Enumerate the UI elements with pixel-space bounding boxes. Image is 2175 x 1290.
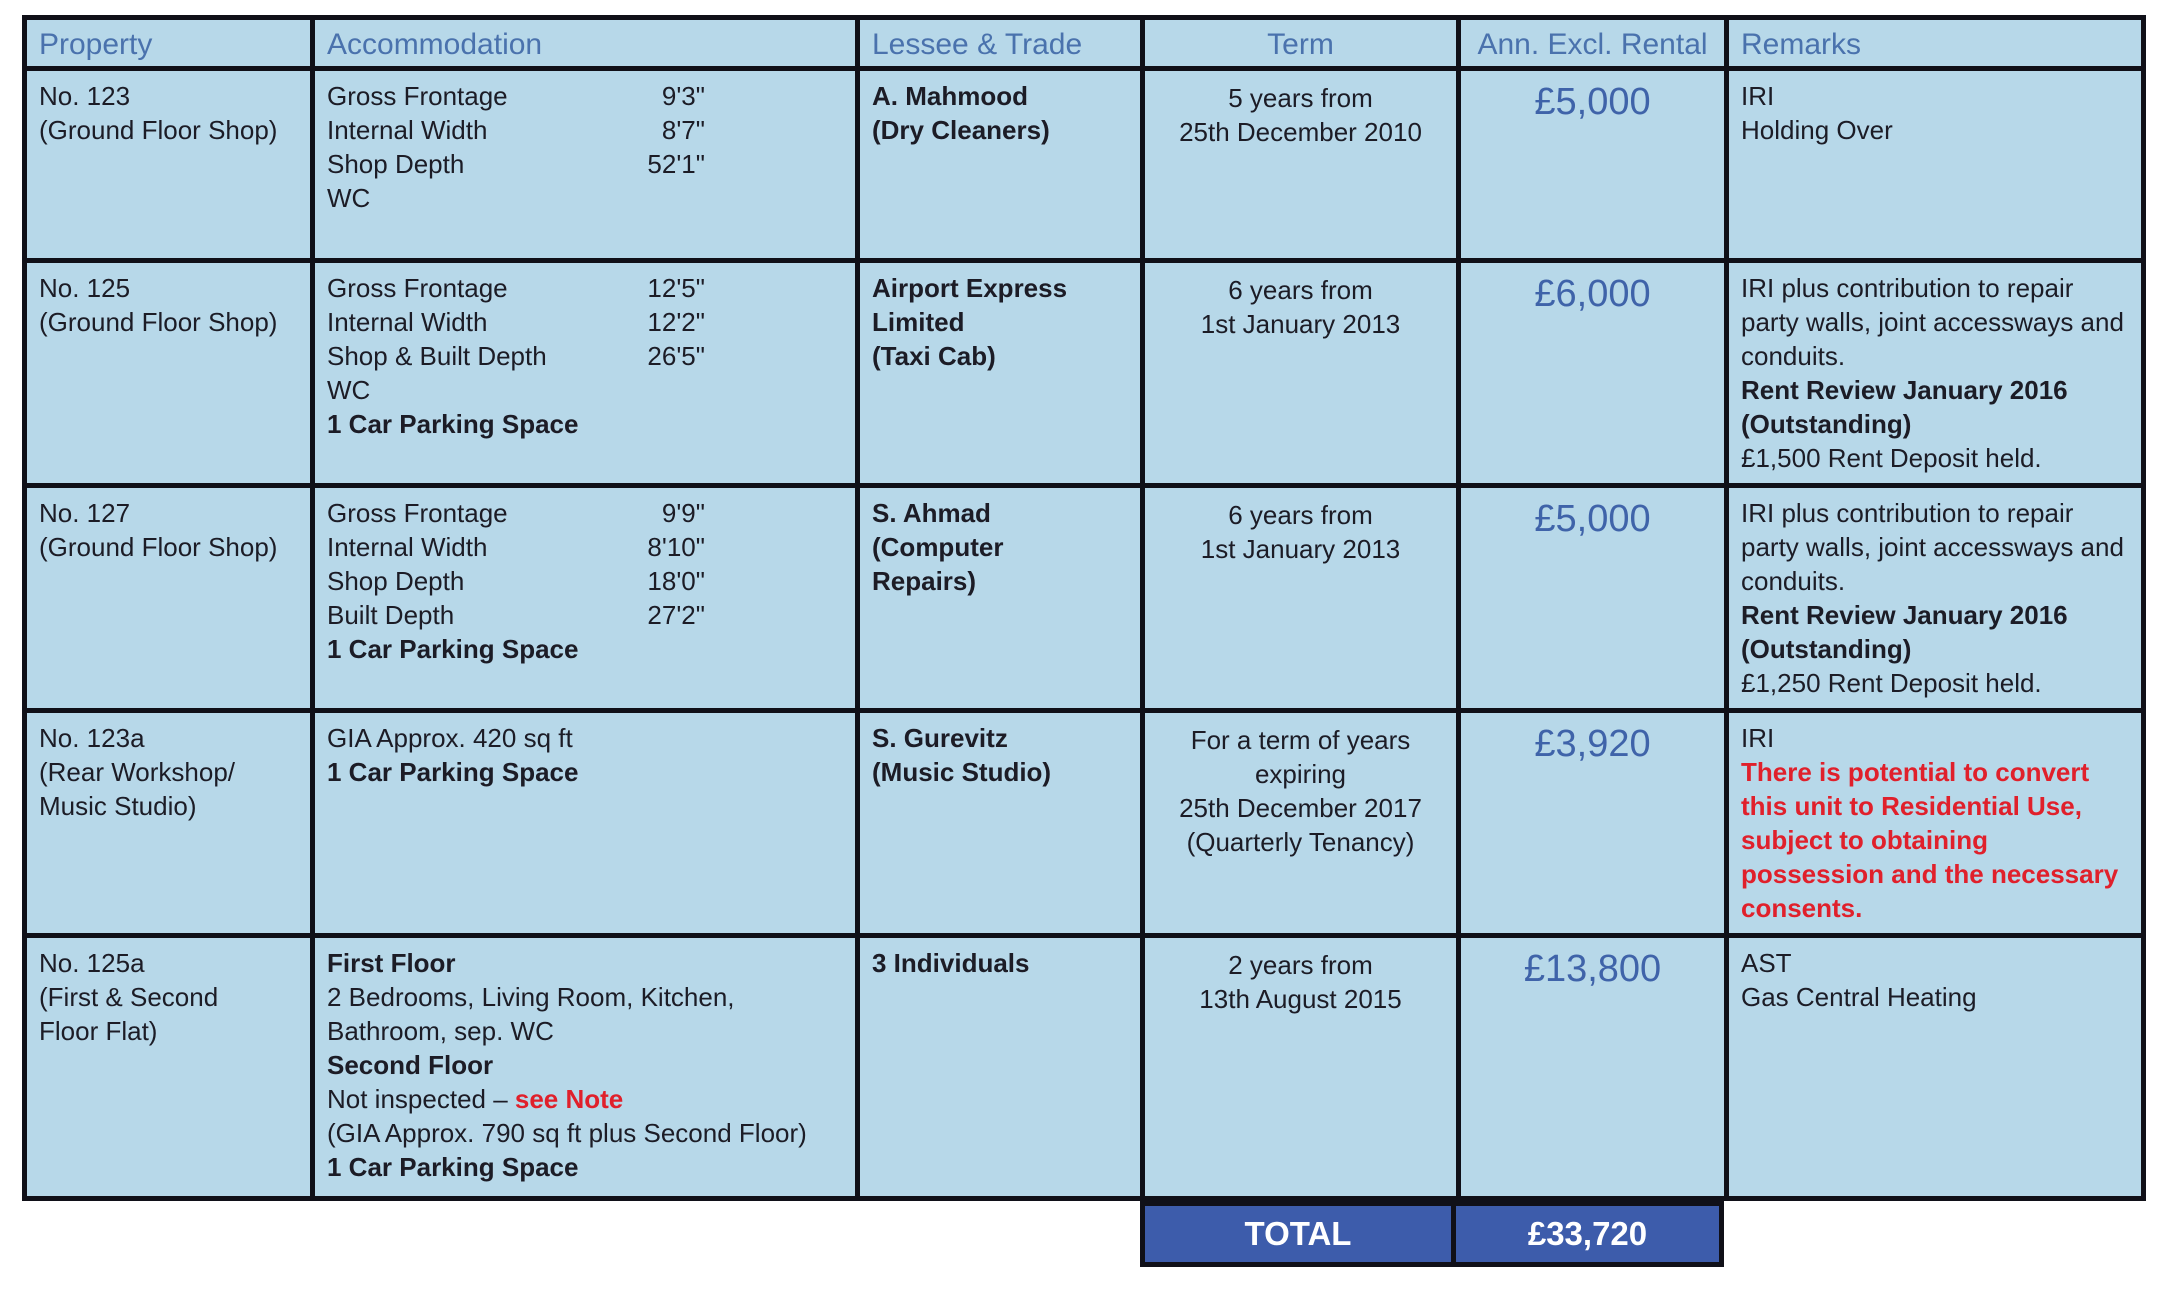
- rental-cell-125: £6,000: [1461, 263, 1724, 483]
- measurement-value: 18'0": [647, 566, 705, 596]
- measurement-value: 9'3": [661, 81, 705, 111]
- gia-line: GIA Approx. 420 sq ft: [327, 723, 573, 753]
- measurement-value: 12'2": [647, 307, 705, 337]
- remarks-line: IRI plus contribution to repair party walls, joint accessways and conduits.: [1741, 498, 2124, 596]
- measurement-label: Internal Width: [327, 307, 488, 337]
- lessee-name: Airport Express: [872, 273, 1068, 303]
- lessee-name: Limited: [872, 307, 965, 337]
- lessee-cell-125a: [860, 938, 1140, 1196]
- term-line: 2 years from: [1228, 950, 1373, 980]
- remarks-line: Holding Over: [1741, 115, 1893, 145]
- remarks-line: AST: [1741, 948, 1792, 978]
- measurement-row: [327, 564, 705, 598]
- property-line: (First & Second: [39, 982, 219, 1012]
- column-header-remarks: Remarks: [1729, 20, 2141, 66]
- property-cell-123a: [27, 713, 310, 933]
- measurement-label: Shop Depth: [327, 566, 465, 596]
- measurement-label: Shop & Built Depth: [327, 341, 547, 371]
- property-line: (Ground Floor Shop): [39, 307, 278, 337]
- property-line: Floor Flat): [39, 1016, 158, 1046]
- property-cell-123: [27, 71, 310, 258]
- lessee-name: S. Gurevitz: [872, 723, 1008, 753]
- property-line: No. 127: [39, 498, 131, 528]
- term-line: expiring: [1254, 759, 1347, 789]
- total-label: TOTAL: [1145, 1206, 1456, 1262]
- measurement-row: [327, 496, 705, 530]
- remarks-line: IRI plus contribution to repair party walls, joint accessways and conduits.: [1741, 273, 2124, 371]
- property-line: (Ground Floor Shop): [39, 115, 278, 145]
- property-cell-125a: [27, 938, 310, 1196]
- measurement-value: 26'5": [647, 341, 705, 371]
- term-line: 6 years from: [1228, 275, 1373, 305]
- deposit-line: £1,500 Rent Deposit held.: [1741, 443, 2042, 473]
- parking-line: 1 Car Parking Space: [327, 634, 579, 664]
- measurement-row: [327, 598, 705, 632]
- accommodation-cell-125a: [315, 938, 855, 1196]
- lessee-trade: (Computer: [872, 532, 1004, 562]
- remarks-cell-125: [1729, 263, 2141, 483]
- term-line: 25th December 2010: [1179, 117, 1422, 147]
- accommodation-cell-125: [315, 263, 855, 483]
- term-cell-125: [1145, 263, 1456, 483]
- measurement-row: [327, 113, 705, 147]
- term-line: 25th December 2017: [1179, 793, 1422, 823]
- floor-heading: Second Floor: [327, 1050, 494, 1080]
- column-header-lessee-trade: Lessee & Trade: [860, 20, 1140, 66]
- accommodation-cell-123: [315, 71, 855, 258]
- column-header-term: Term: [1145, 20, 1456, 66]
- remarks-cell-125a: [1729, 938, 2141, 1196]
- rent-review-line: Rent Review January 2016 (Outstanding): [1741, 600, 2068, 664]
- column-header-rental: Ann. Excl. Rental: [1461, 20, 1724, 66]
- lessee-trade: (Dry Cleaners): [872, 115, 1050, 145]
- term-line: 6 years from: [1228, 500, 1373, 530]
- parking-line: 1 Car Parking Space: [327, 757, 579, 787]
- lessee-cell-123: [860, 71, 1140, 258]
- deposit-line: £1,250 Rent Deposit held.: [1741, 668, 2042, 698]
- measurement-row: [327, 339, 705, 373]
- remarks-line: IRI: [1741, 81, 1775, 111]
- measurement-value: 8'7": [661, 115, 705, 145]
- column-header-accommodation: Accommodation: [315, 20, 855, 66]
- conversion-note: There is potential to convert this unit to Residential Use, subject to obtaining possession and the necessary consents.: [1741, 757, 2119, 923]
- term-line: 5 years from: [1228, 83, 1373, 113]
- accommodation-cell-127: [315, 488, 855, 708]
- remarks-cell-123: [1729, 71, 2141, 258]
- not-inspected-text: Not inspected –: [327, 1084, 515, 1114]
- property-line: No. 123a: [39, 723, 145, 753]
- measurement-label: Internal Width: [327, 532, 488, 562]
- term-line: 13th August 2015: [1199, 984, 1402, 1014]
- see-note-text: see Note: [514, 1084, 624, 1114]
- parking-line: 1 Car Parking Space: [327, 409, 579, 439]
- lessee-trade: Repairs): [872, 566, 977, 596]
- property-cell-127: [27, 488, 310, 708]
- term-cell-123: [1145, 71, 1456, 258]
- measurement-label: Gross Frontage: [327, 498, 508, 528]
- remarks-cell-127: [1729, 488, 2141, 708]
- measurement-label: Gross Frontage: [327, 81, 508, 111]
- total-value: £33,720: [1456, 1206, 1719, 1262]
- measurement-row: [327, 79, 705, 113]
- measurement-label: Gross Frontage: [327, 273, 508, 303]
- term-line: (Quarterly Tenancy): [1186, 827, 1415, 857]
- property-line: (Rear Workshop/: [39, 757, 236, 787]
- term-line: 1st January 2013: [1200, 534, 1401, 564]
- floor-heading: First Floor: [327, 948, 456, 978]
- measurement-row: [327, 271, 705, 305]
- measurement-value: 27'2": [647, 600, 705, 630]
- measurement-row: [327, 305, 705, 339]
- term-line: For a term of years: [1190, 725, 1411, 755]
- measurement-value: 12'5": [647, 273, 705, 303]
- rental-cell-123a: £3,920: [1461, 713, 1724, 933]
- column-header-property: Property: [27, 20, 310, 66]
- lessee-cell-123a: [860, 713, 1140, 933]
- tenancy-schedule-table: [22, 15, 2146, 1201]
- lessee-trade: (Taxi Cab): [872, 341, 996, 371]
- parking-line: 1 Car Parking Space: [327, 1152, 579, 1182]
- floor-description: 2 Bedrooms, Living Room, Kitchen, Bathroom, sep. WC: [327, 982, 735, 1046]
- wc-line: WC: [327, 183, 371, 213]
- total-row: [1140, 1201, 1724, 1267]
- lessee-cell-125: [860, 263, 1140, 483]
- term-cell-125a: [1145, 938, 1456, 1196]
- measurement-row: [327, 530, 705, 564]
- rental-cell-125a: £13,800: [1461, 938, 1724, 1196]
- accommodation-cell-123a: [315, 713, 855, 933]
- rental-cell-127: £5,000: [1461, 488, 1724, 708]
- lessee-trade: (Music Studio): [872, 757, 1052, 787]
- measurement-label: Shop Depth: [327, 149, 465, 179]
- lessee-name: 3 Individuals: [872, 948, 1030, 978]
- lessee-name: A. Mahmood: [872, 81, 1028, 111]
- term-cell-123a: [1145, 713, 1456, 933]
- property-line: (Ground Floor Shop): [39, 532, 278, 562]
- property-line: No. 125a: [39, 948, 145, 978]
- term-line: 1st January 2013: [1200, 309, 1401, 339]
- property-line: No. 123: [39, 81, 131, 111]
- rental-cell-123: £5,000: [1461, 71, 1724, 258]
- rent-review-line: Rent Review January 2016 (Outstanding): [1741, 375, 2068, 439]
- remarks-line: Gas Central Heating: [1741, 982, 1977, 1012]
- remarks-line: IRI: [1741, 723, 1775, 753]
- measurement-label: Internal Width: [327, 115, 488, 145]
- remarks-cell-123a: [1729, 713, 2141, 933]
- property-cell-125: [27, 263, 310, 483]
- measurement-value: 9'9": [661, 498, 705, 528]
- property-line: Music Studio): [39, 791, 197, 821]
- measurement-value: 8'10": [647, 532, 705, 562]
- lessee-cell-127: [860, 488, 1140, 708]
- measurement-row: [327, 147, 705, 181]
- gia-line: (GIA Approx. 790 sq ft plus Second Floor): [327, 1118, 807, 1148]
- lessee-name: S. Ahmad: [872, 498, 991, 528]
- property-line: No. 125: [39, 273, 131, 303]
- wc-line: WC: [327, 375, 371, 405]
- term-cell-127: [1145, 488, 1456, 708]
- not-inspected-line: [327, 1082, 843, 1116]
- measurement-label: Built Depth: [327, 600, 455, 630]
- measurement-value: 52'1": [647, 149, 705, 179]
